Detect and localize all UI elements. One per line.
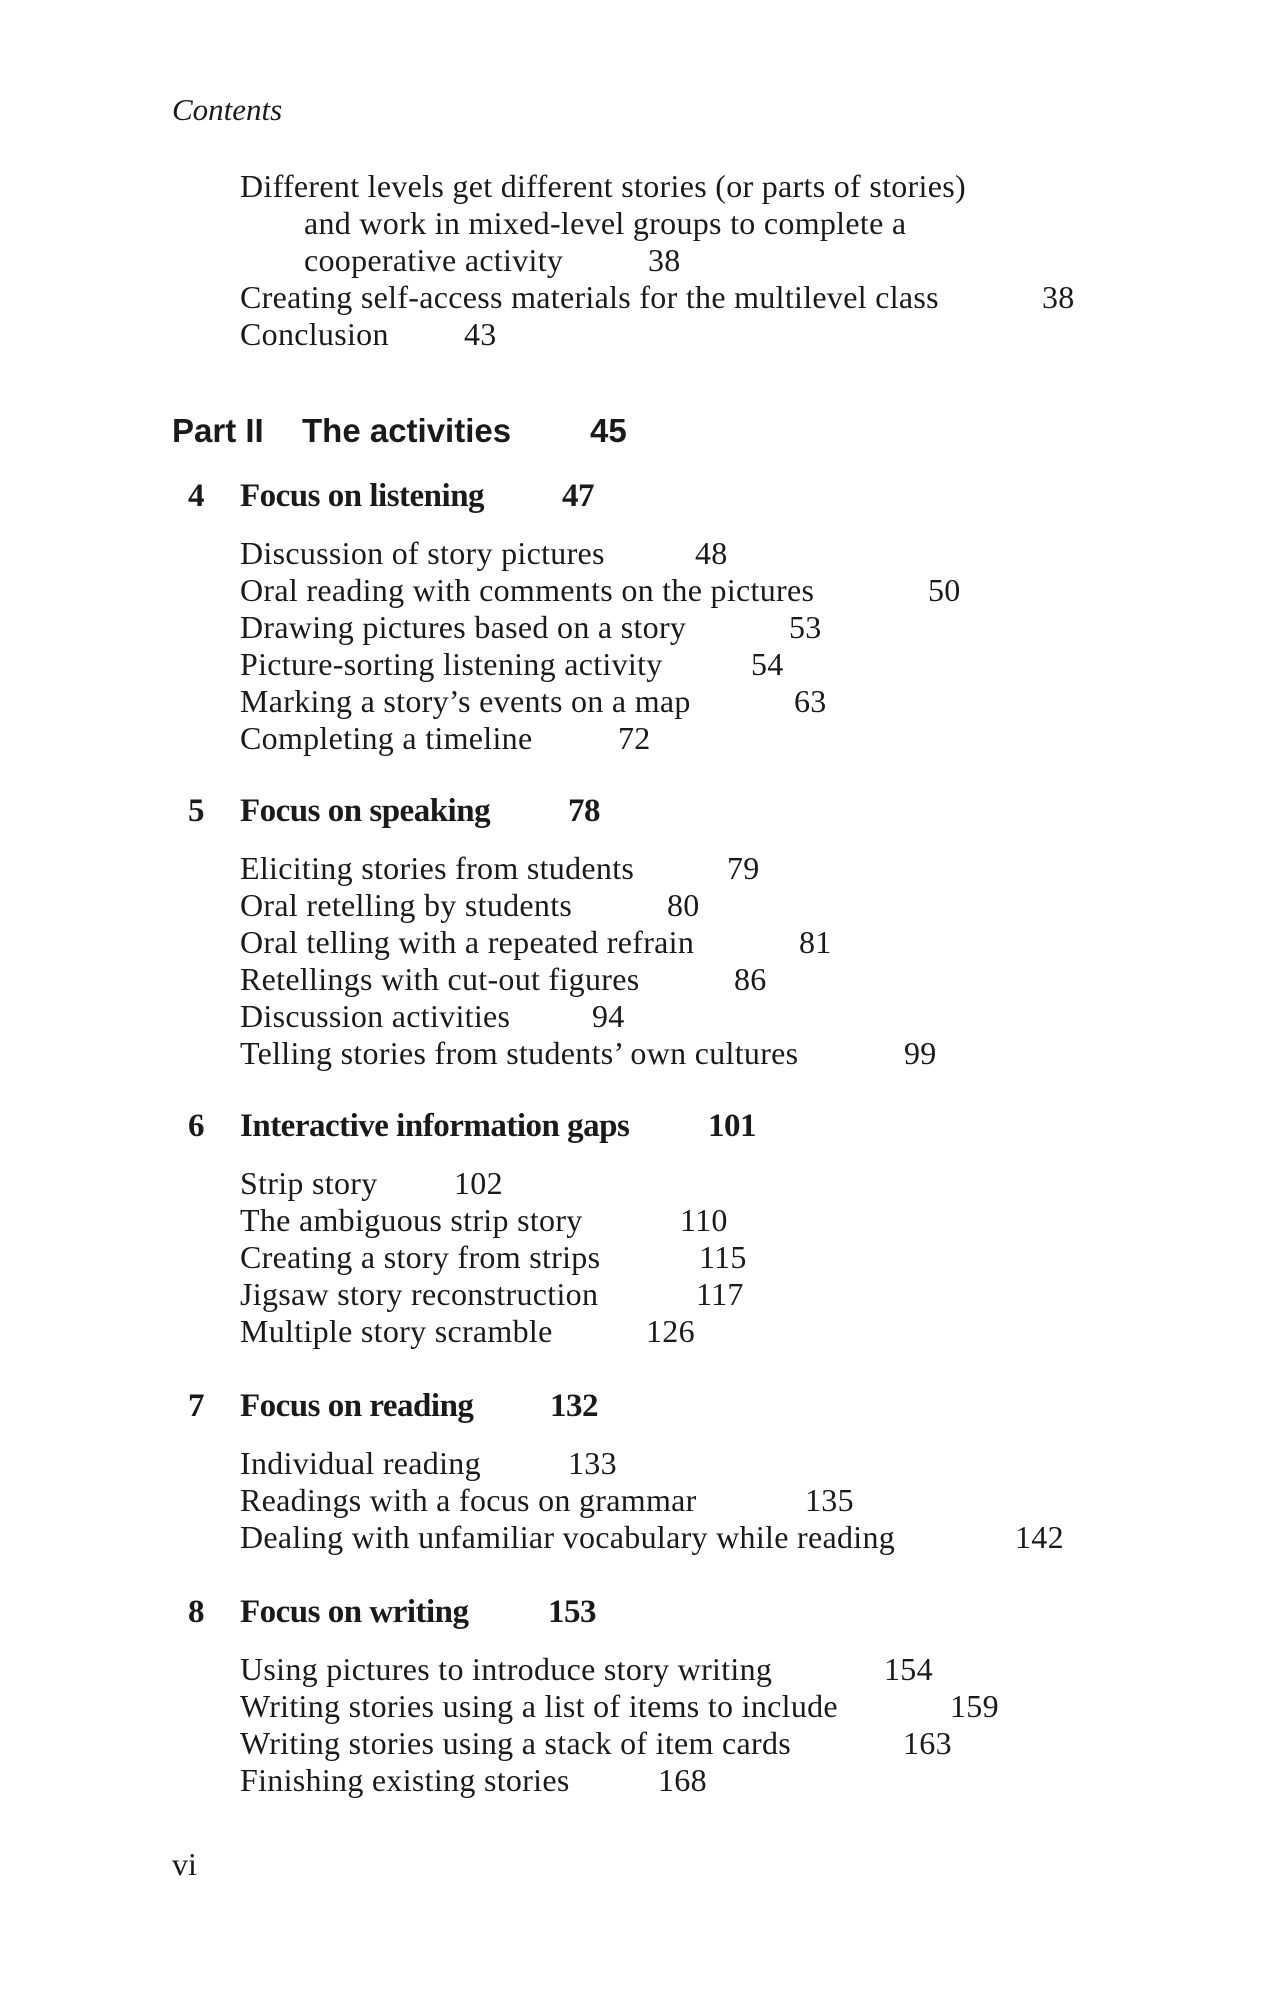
toc-entry-title: Oral retelling by students bbox=[240, 887, 573, 923]
toc-entry-title: Writing stories using a stack of item cards bbox=[240, 1725, 792, 1761]
toc-entry-title: Creating self-access materials for the multilevel class bbox=[240, 279, 939, 315]
toc-entry-title: Readings with a focus on grammar bbox=[240, 1482, 697, 1518]
toc-entry bbox=[240, 924, 832, 961]
chapter-page: 101 bbox=[708, 1108, 756, 1144]
toc-entry-page: 142 bbox=[1015, 1519, 1064, 1555]
part-title: The activities bbox=[302, 412, 512, 449]
toc-entry-page: 81 bbox=[799, 924, 832, 960]
toc-entry bbox=[240, 1202, 728, 1239]
chapter-number: 5 bbox=[188, 793, 204, 829]
toc-entry-title: Finishing existing stories bbox=[240, 1762, 570, 1798]
toc-entry-page: 54 bbox=[751, 646, 784, 682]
toc-entry-title: Completing a timeline bbox=[240, 720, 533, 756]
toc-entry-title: Discussion activities bbox=[240, 998, 511, 1034]
chapter-number: 8 bbox=[188, 1594, 204, 1630]
part-label: Part II bbox=[172, 412, 264, 449]
running-head: Contents bbox=[172, 92, 283, 127]
chapter-title: Focus on listening bbox=[240, 478, 485, 514]
toc-entry bbox=[240, 850, 760, 887]
chapter-number: 4 bbox=[188, 478, 204, 514]
toc-entry-page: 80 bbox=[667, 887, 700, 923]
toc-entry-page: 163 bbox=[903, 1725, 952, 1761]
toc-entry-page: 50 bbox=[928, 572, 961, 608]
toc-entry-title: Conclusion bbox=[240, 316, 389, 352]
toc-entry-title: Using pictures to introduce story writing bbox=[240, 1651, 773, 1687]
toc-entry-page: 117 bbox=[696, 1276, 744, 1312]
toc-entry-page: 63 bbox=[794, 683, 827, 719]
toc-entry-page: 168 bbox=[658, 1762, 707, 1798]
toc-entry bbox=[240, 1651, 933, 1688]
toc-entry bbox=[240, 683, 827, 720]
toc-entry-page: 154 bbox=[884, 1651, 933, 1687]
toc-entry bbox=[240, 1762, 707, 1799]
toc-entry bbox=[240, 1035, 937, 1072]
toc-entry bbox=[240, 720, 651, 757]
toc-entry-title: Marking a story’s events on a map bbox=[240, 683, 691, 719]
toc-entry-page: 159 bbox=[950, 1688, 999, 1724]
toc-entry-title: Oral reading with comments on the pictures bbox=[240, 572, 815, 608]
toc-entry-title: Retellings with cut-out figures bbox=[240, 961, 640, 997]
toc-entry bbox=[240, 1239, 747, 1276]
toc-entry bbox=[240, 1519, 1064, 1556]
toc-entry bbox=[240, 572, 961, 609]
toc-entry-title: Creating a story from strips bbox=[240, 1239, 601, 1275]
toc-entry-page: 86 bbox=[734, 961, 767, 997]
toc-entry bbox=[240, 1445, 617, 1482]
toc-entry-title: Dealing with unfamiliar vocabulary while reading bbox=[240, 1519, 896, 1555]
toc-entry-title: The ambiguous strip story bbox=[240, 1202, 583, 1238]
toc-entry-page: 38 bbox=[648, 242, 681, 278]
chapter-number: 6 bbox=[188, 1108, 204, 1144]
toc-entry bbox=[240, 646, 784, 683]
toc-entry-title: Drawing pictures based on a story bbox=[240, 609, 687, 645]
toc-entry-title: Oral telling with a repeated refrain bbox=[240, 924, 695, 960]
toc-entry-intro-0-line2 bbox=[304, 205, 906, 242]
chapter-title: Focus on reading bbox=[240, 1388, 474, 1424]
toc-entry-page: 135 bbox=[805, 1482, 854, 1518]
toc-entry-page: 38 bbox=[1042, 279, 1075, 315]
toc-entry-intro-0 bbox=[240, 168, 966, 205]
toc-entry-page: 72 bbox=[618, 720, 651, 756]
toc-entry-title: Picture-sorting listening activity bbox=[240, 646, 663, 682]
toc-entry-title-line1: Different levels get different stories (or parts of stories) bbox=[240, 168, 966, 204]
toc-entry bbox=[240, 998, 625, 1035]
toc-entry bbox=[240, 1482, 854, 1519]
chapter-title: Interactive information gaps bbox=[240, 1108, 630, 1144]
toc-entry-page: 48 bbox=[695, 535, 728, 571]
toc-entry-page: 53 bbox=[789, 609, 822, 645]
chapter-title: Focus on speaking bbox=[240, 793, 491, 829]
toc-entry-page: 110 bbox=[680, 1202, 728, 1238]
toc-entry-title: Multiple story scramble bbox=[240, 1313, 553, 1349]
chapter-page: 78 bbox=[568, 793, 600, 829]
toc-entry-page: 115 bbox=[699, 1239, 747, 1275]
toc-entry bbox=[240, 1688, 999, 1725]
toc-entry-page: 102 bbox=[454, 1165, 503, 1201]
toc-entry-intro-0-line3 bbox=[304, 242, 681, 279]
page-number: vi bbox=[172, 1846, 197, 1882]
toc-entry-title: Eliciting stories from students bbox=[240, 850, 635, 886]
chapter-number: 7 bbox=[188, 1388, 204, 1424]
toc-entry-page: 94 bbox=[592, 998, 625, 1034]
toc-entry-title: Jigsaw story reconstruction bbox=[240, 1276, 599, 1312]
toc-entry-title: Individual reading bbox=[240, 1445, 481, 1481]
toc-entry bbox=[240, 535, 728, 572]
chapter-title: Focus on writing bbox=[240, 1594, 469, 1630]
toc-entry-title: Writing stories using a list of items to include bbox=[240, 1688, 838, 1724]
part-page: 45 bbox=[590, 412, 627, 449]
toc-entry-title-line2: and work in mixed-level groups to complete a bbox=[304, 205, 907, 241]
toc-entry-title-line3: cooperative activity bbox=[304, 242, 564, 278]
toc-entry bbox=[240, 887, 700, 924]
toc-entry-title: Telling stories from students’ own cultures bbox=[240, 1035, 799, 1071]
toc-entry-page: 43 bbox=[464, 316, 497, 352]
toc-entry bbox=[240, 961, 767, 998]
toc-entry-title: Strip story bbox=[240, 1165, 378, 1201]
toc-entry-intro-1 bbox=[240, 279, 1075, 316]
chapter-page: 153 bbox=[548, 1594, 596, 1630]
toc-entry bbox=[240, 1313, 695, 1350]
chapter-page: 47 bbox=[562, 478, 594, 514]
toc-entry-title: Discussion of story pictures bbox=[240, 535, 605, 571]
chapter-page: 132 bbox=[550, 1388, 598, 1424]
toc-entry bbox=[240, 609, 822, 646]
toc-entry-page: 99 bbox=[904, 1035, 937, 1071]
toc-entry bbox=[240, 1165, 503, 1202]
toc-entry bbox=[240, 1276, 744, 1313]
toc-entry-intro-2 bbox=[240, 316, 497, 353]
toc-entry-page: 133 bbox=[568, 1445, 617, 1481]
toc-entry bbox=[240, 1725, 952, 1762]
toc-entry-page: 126 bbox=[646, 1313, 695, 1349]
toc-entry-page: 79 bbox=[727, 850, 760, 886]
